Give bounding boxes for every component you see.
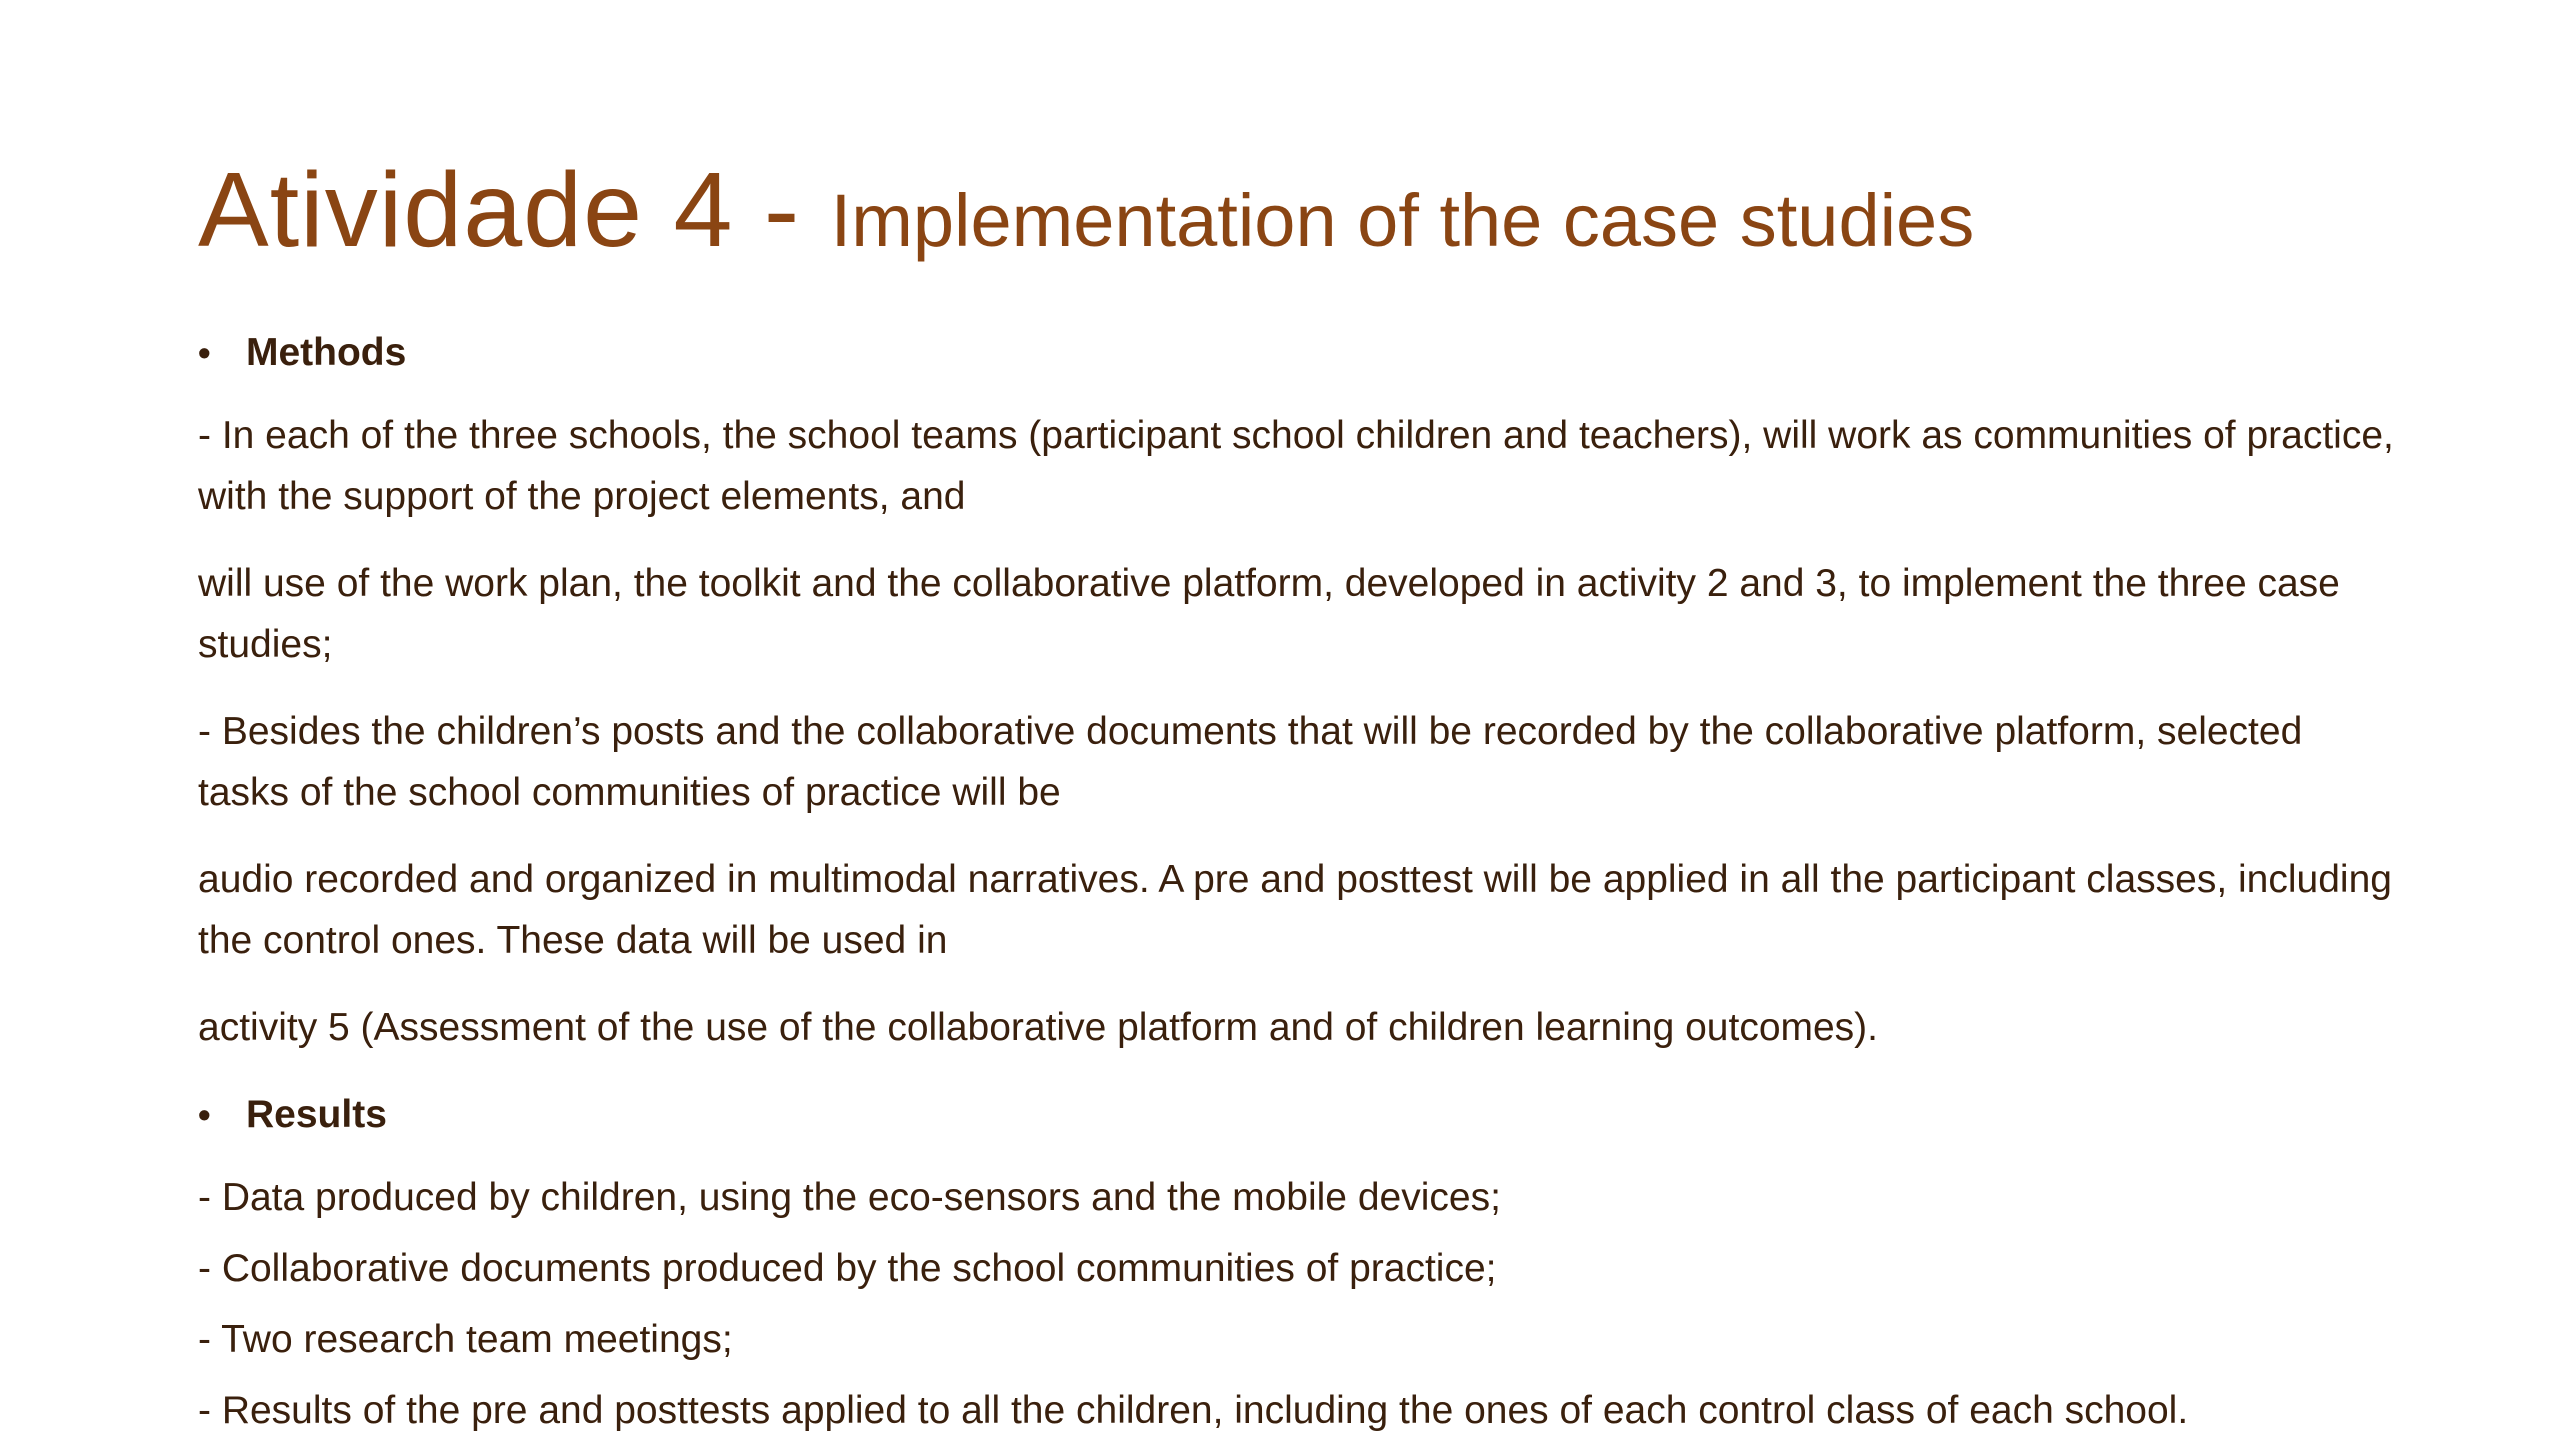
methods-paragraph: - Besides the children’s posts and the collaborative documents that will be recorded by the collaborative platform, selected tasks of the school communities of practice will be bbox=[198, 710, 2303, 814]
results-item: - Data produced by children, using the eco-sensors and the mobile devices; bbox=[198, 1176, 1501, 1219]
methods-paragraph: will use of the work plan, the toolkit and the collaborative platform, developed in activity 2 and 3, to implement the three case studies; bbox=[198, 562, 2340, 666]
title-main: Atividade 4 - bbox=[198, 151, 831, 269]
title-sub: Implementation of the case studies bbox=[830, 179, 1975, 262]
slide-body bbox=[198, 322, 2398, 1451]
bullet-icon: • bbox=[198, 1094, 211, 1135]
methods-paragraph: audio recorded and organized in multimodal narratives. A pre and posttest will be applied in all the participant classes, including the control ones. These data will be used in bbox=[198, 858, 2392, 962]
methods-heading-label: Methods bbox=[246, 331, 407, 374]
results-item: - Two research team meetings; bbox=[198, 1318, 733, 1361]
results-heading bbox=[198, 1084, 2398, 1145]
methods-heading bbox=[198, 322, 2398, 383]
results-item: - Collaborative documents produced by the school communities of practice; bbox=[198, 1247, 1497, 1290]
slide-title bbox=[198, 150, 1974, 272]
methods-paragraph: - In each of the three schools, the school teams (participant school children and teachers), will work as communities of practice, with the support of the project elements, and bbox=[198, 414, 2394, 518]
methods-paragraph: activity 5 (Assessment of the use of the collaborative platform and of children learning outcomes). bbox=[198, 1006, 1879, 1049]
bullet-icon: • bbox=[198, 332, 211, 373]
results-item: - Results of the pre and posttests applied to all the children, including the ones of each control class of each school. bbox=[198, 1389, 2189, 1432]
results-heading-label: Results bbox=[246, 1093, 387, 1136]
